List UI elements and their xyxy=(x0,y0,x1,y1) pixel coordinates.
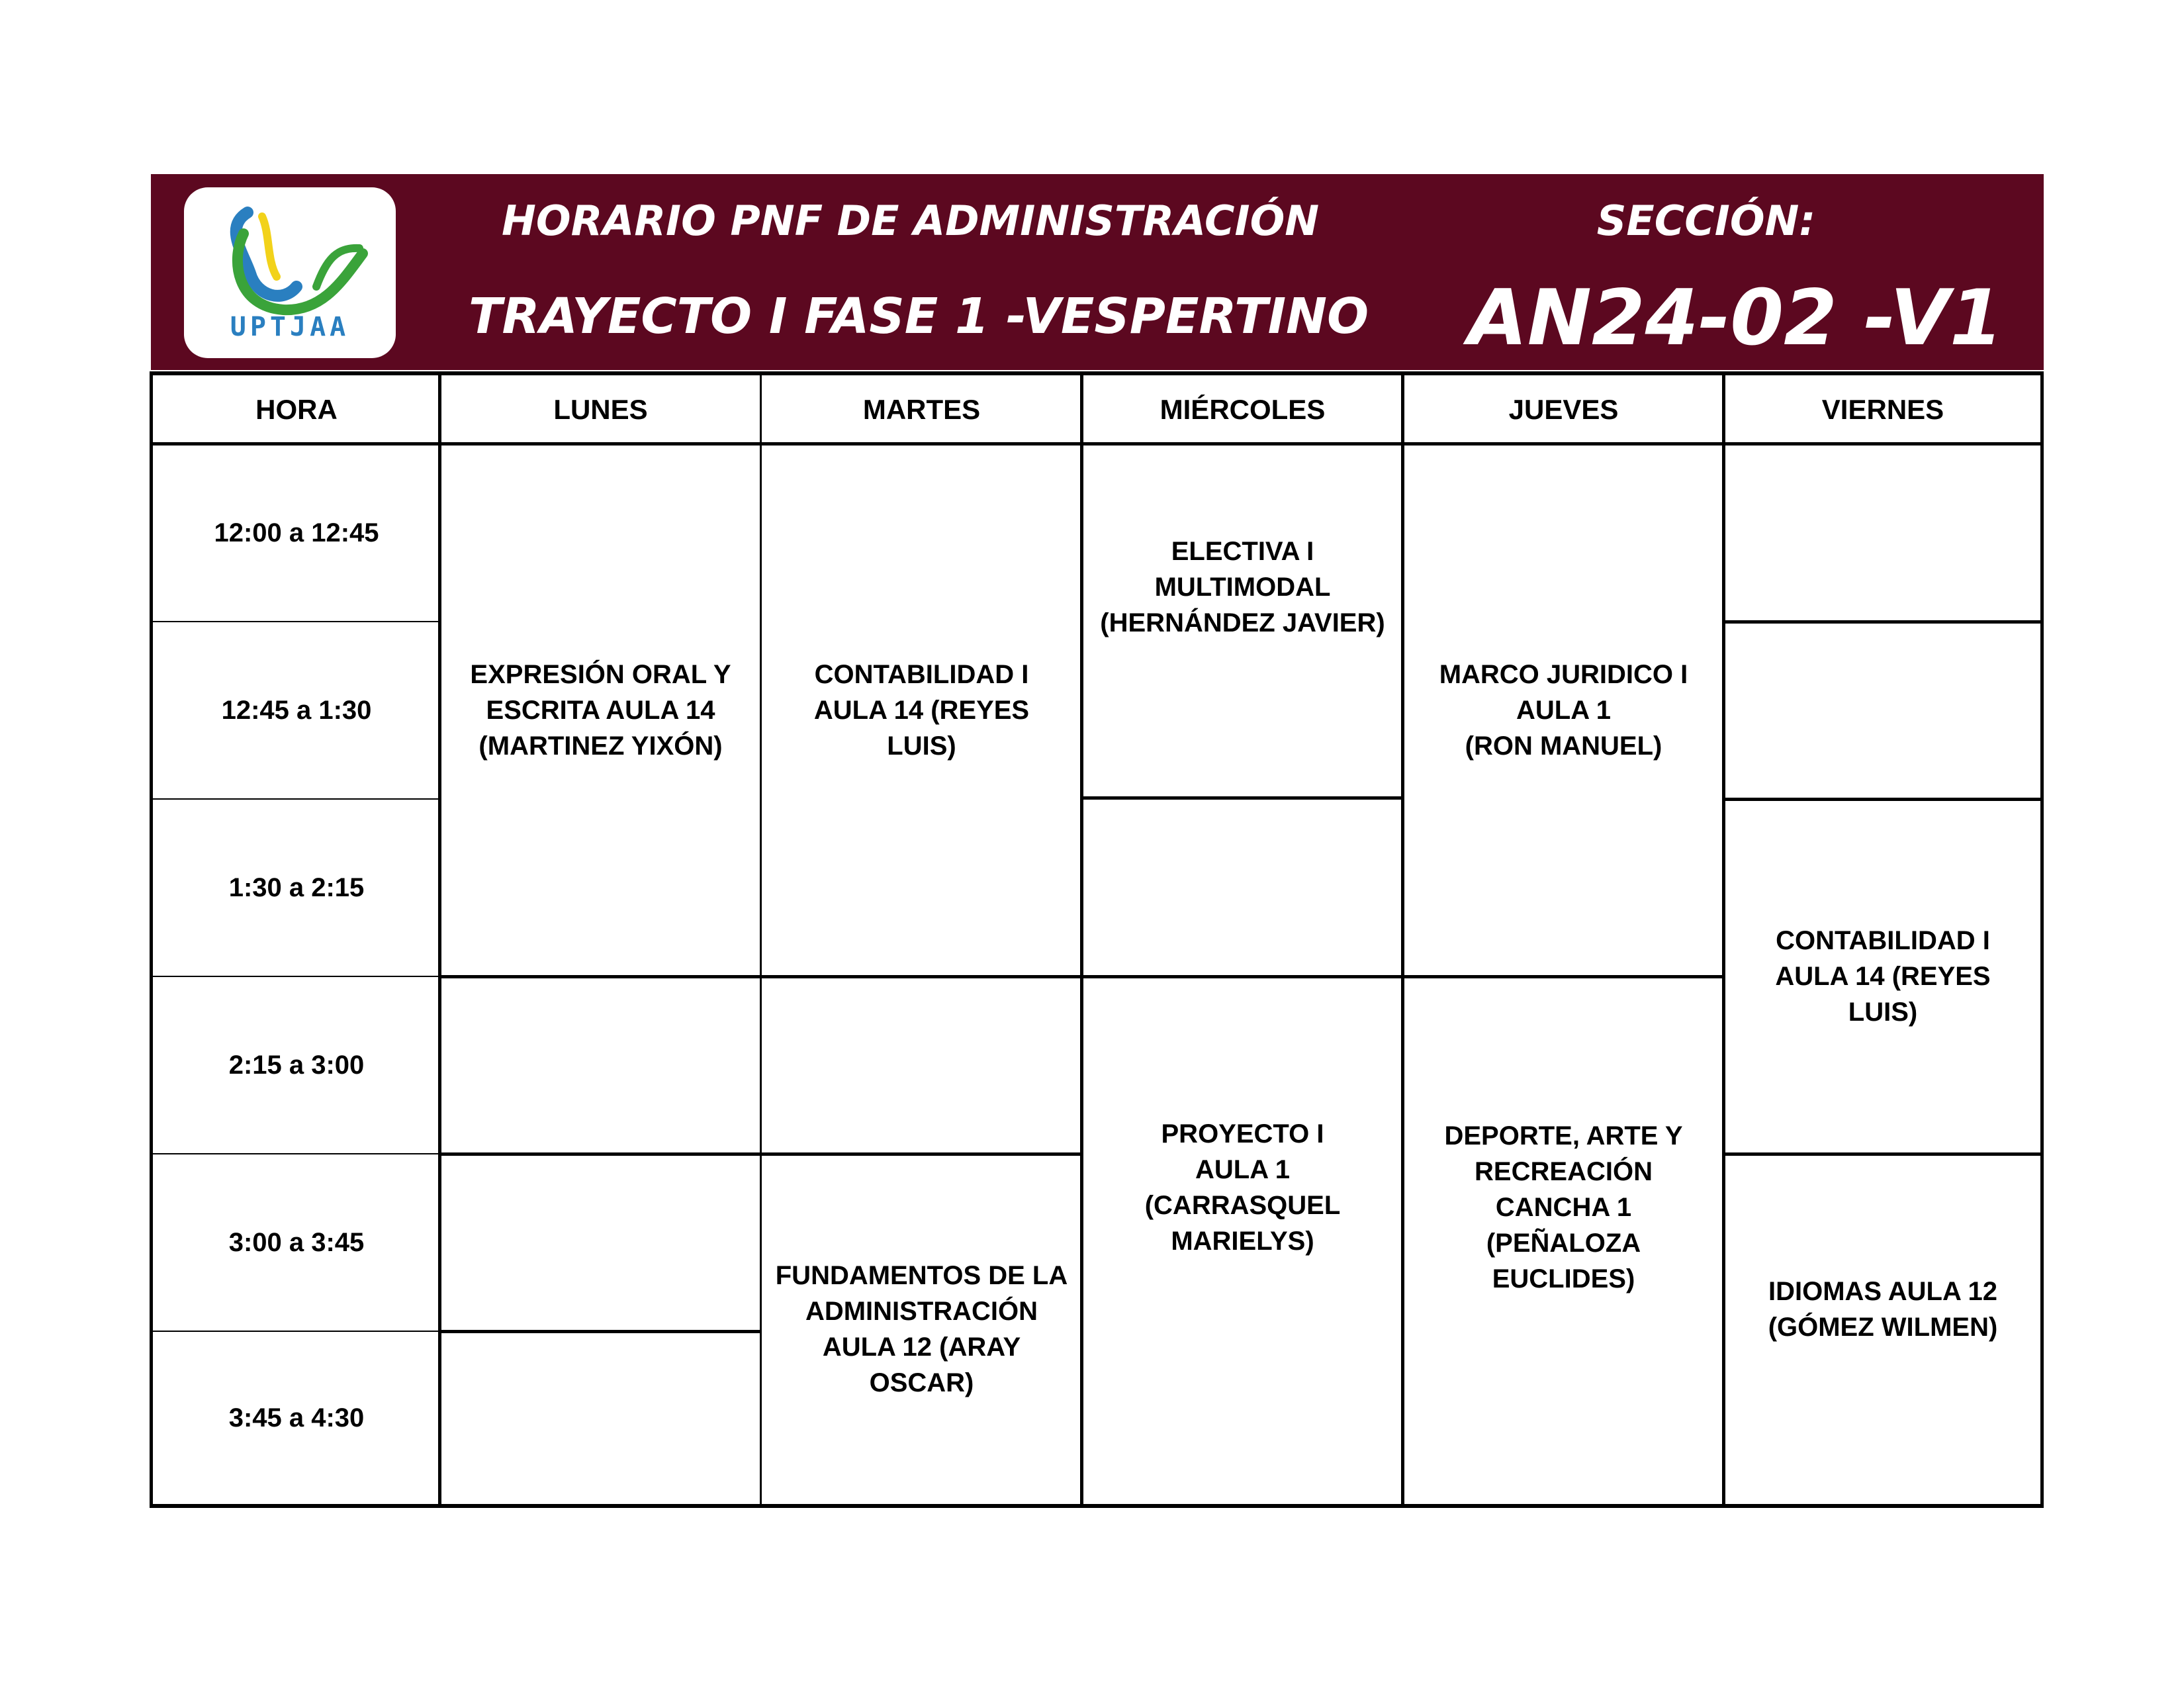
time-slot-5: 3:00 a 3:45 xyxy=(228,1228,365,1257)
class-jueves-deporte: DEPORTE, ARTE Y RECREACIÓN CANCHA 1 (PEÑALOZA EUCLIDES) xyxy=(1444,1121,1683,1293)
grid-line xyxy=(761,975,1082,978)
grid-line xyxy=(1082,796,1403,800)
header-banner xyxy=(151,174,2044,370)
grid-line xyxy=(153,442,2042,445)
column-header-lunes: LUNES xyxy=(553,394,648,425)
grid-line xyxy=(153,798,440,800)
grid-line xyxy=(1724,1152,2042,1156)
grid-line xyxy=(1403,975,1724,978)
grid-line xyxy=(761,1152,1082,1156)
section-value: AN24-02 -V1 xyxy=(1468,273,2003,363)
class-martes-fundamentos: FUNDAMENTOS DE LA ADMINISTRACIÓN AULA 12 (ARAY OSCAR) xyxy=(775,1261,1068,1397)
class-miercoles-electiva: ELECTIVA I MULTIMODAL (HERNÁNDEZ JAVIER) xyxy=(1100,537,1385,637)
time-slot-3: 1:30 a 2:15 xyxy=(228,873,365,902)
time-slot-6: 3:45 a 4:30 xyxy=(228,1403,365,1432)
time-slot-4: 2:15 a 3:00 xyxy=(228,1051,365,1080)
grid-line xyxy=(440,1330,761,1333)
column-header-jueves: JUEVES xyxy=(1508,394,1619,425)
grid-line xyxy=(1080,375,1083,1505)
column-header-martes: MARTES xyxy=(862,394,981,425)
class-viernes-contabilidad: CONTABILIDAD I AULA 14 (REYES LUIS) xyxy=(1775,926,1991,1027)
grid-line xyxy=(153,1153,440,1154)
grid-line xyxy=(760,375,762,1505)
uptjaa-logo xyxy=(184,187,396,358)
grid-line xyxy=(1722,375,1725,1505)
grid-line xyxy=(1401,375,1404,1505)
class-jueves-marco-juridico: MARCO JURIDICO I AULA 1 (RON MANUEL) xyxy=(1439,660,1688,761)
column-header-hora: HORA xyxy=(255,394,338,425)
class-martes-contabilidad: CONTABILIDAD I AULA 14 (REYES LUIS) xyxy=(813,660,1030,761)
section-label: SECCIÓN: xyxy=(1596,197,1816,245)
column-header-miercoles: MIÉRCOLES xyxy=(1160,394,1326,425)
grid-line xyxy=(440,975,761,978)
grid-line xyxy=(1724,620,2042,624)
grid-line xyxy=(1724,798,2042,801)
grid-line xyxy=(153,976,440,977)
grid-line xyxy=(440,1152,761,1156)
class-miercoles-proyecto: PROYECTO I AULA 1 (CARRASQUEL MARIELYS) xyxy=(1144,1119,1341,1256)
logo-text: UPTJAA xyxy=(230,312,350,342)
grid-line xyxy=(1082,975,1403,978)
grid-line xyxy=(438,375,441,1505)
grid-line xyxy=(153,621,440,622)
schedule-subtitle: TRAYECTO I FASE 1 -VESPERTINO xyxy=(469,288,1369,345)
grid-line xyxy=(153,1331,440,1332)
time-slot-2: 12:45 a 1:30 xyxy=(221,696,372,725)
schedule-title: HORARIO PNF DE ADMINISTRACIÓN xyxy=(502,197,1320,245)
class-lunes-expresion-oral: EXPRESIÓN ORAL Y ESCRITA AULA 14 (MARTINEZ YIXÓN) xyxy=(470,660,731,761)
schedule-table xyxy=(150,371,2044,1508)
time-slot-1: 12:00 a 12:45 xyxy=(214,518,379,547)
column-header-viernes: VIERNES xyxy=(1821,394,1944,425)
class-viernes-idiomas: IDIOMAS AULA 12 (GÓMEZ WILMEN) xyxy=(1768,1277,1998,1342)
